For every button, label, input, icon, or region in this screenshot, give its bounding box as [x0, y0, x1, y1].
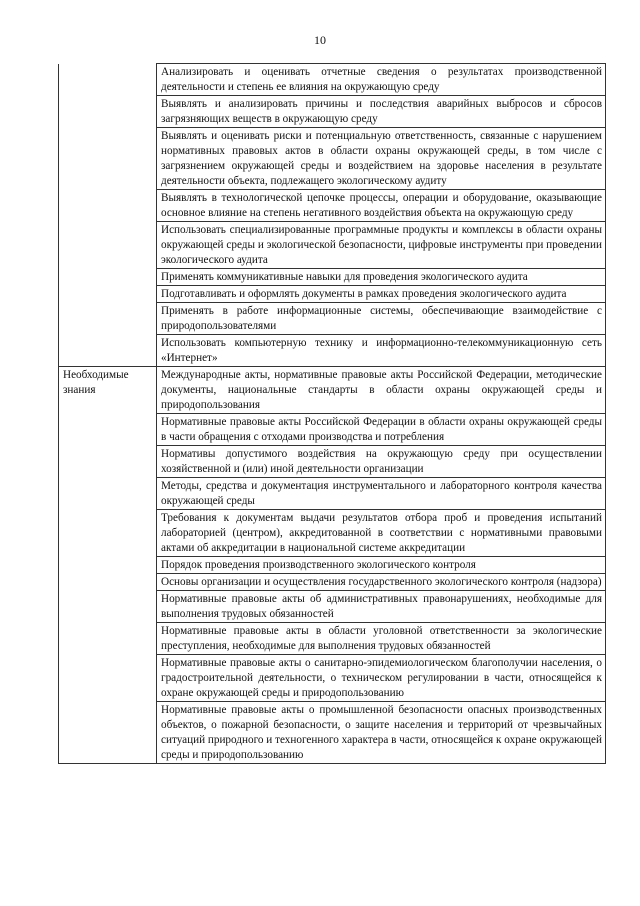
requirement-text: Выявлять и анализировать причины и последствия аварийных выбросов и сбросов загрязняющих веществ в окружающую среду [161, 98, 602, 125]
row-text-cell [157, 510, 606, 557]
table-row [59, 286, 606, 303]
table-body [59, 64, 606, 764]
requirement-text: Нормативные правовые акты о санитарно-эпидемиологическом благополучии населения, о градостроительной деятельности, о техническом регулировании в части, относящейся к охране окружающей среды и природопользованию [161, 657, 602, 699]
row-text-cell [157, 303, 606, 335]
row-text-cell [157, 190, 606, 222]
row-label-cell [59, 414, 157, 446]
table-row [59, 591, 606, 623]
requirement-text: Нормативные правовые акты в области уголовной ответственности за экологические преступления, необходимые для выполнения трудовых обязанностей [161, 625, 602, 652]
row-label-cell [59, 286, 157, 303]
requirement-text: Нормативные правовые акты Российской Федерации в области охраны окружающей среды в части обращения с отходами производства и потребления [161, 416, 602, 443]
requirement-text: Выявлять и оценивать риски и потенциальную ответственность, связанные с нарушением нормативных правовых актов в области охраны окружающей среды, в том числе с загрязнением окружающей среды и воздействием на здоровье населения в результате деятельности объекта, подлежащего экологическому аудиту [161, 130, 602, 187]
row-label-cell [59, 222, 157, 269]
requirement-text: Требования к документам выдачи результатов отбора проб и проведения испытаний лабораторией (центром), аккредитованной в соответствии с нормативными правовыми актами об аккредитации в национальной системе аккредитации [161, 512, 602, 554]
row-text-cell [157, 367, 606, 414]
table-row [59, 367, 606, 414]
row-label-cell [59, 128, 157, 190]
row-label-cell [59, 623, 157, 655]
row-text-cell [157, 335, 606, 367]
table-row [59, 702, 606, 764]
requirements-table [58, 63, 606, 764]
row-text-cell [157, 655, 606, 702]
table-row [59, 269, 606, 286]
row-label-cell [59, 96, 157, 128]
table-row [59, 96, 606, 128]
requirement-text: Международные акты, нормативные правовые акты Российской Федерации, методические документы, национальные стандарты в области охраны окружающей среды и природопользования [161, 369, 602, 411]
table-row [59, 128, 606, 190]
row-text-cell [157, 96, 606, 128]
row-label-cell [59, 655, 157, 702]
row-text-cell [157, 446, 606, 478]
requirement-text: Анализировать и оценивать отчетные сведения о результатах производственной деятельности и степень ее влияния на окружающую среду [161, 66, 602, 93]
table-row [59, 655, 606, 702]
row-text-cell [157, 128, 606, 190]
table-row [59, 303, 606, 335]
row-text-cell [157, 222, 606, 269]
row-label-cell [59, 367, 157, 414]
table-row [59, 574, 606, 591]
table-row [59, 446, 606, 478]
table-row [59, 190, 606, 222]
row-text-cell [157, 574, 606, 591]
table-row [59, 414, 606, 446]
requirement-text: Нормативные правовые акты об административных правонарушениях, необходимые для выполнения трудовых обязанностей [161, 593, 602, 620]
table-row [59, 335, 606, 367]
page-number: 10 [314, 33, 326, 47]
row-label-cell [59, 591, 157, 623]
table-row [59, 478, 606, 510]
row-text-cell [157, 623, 606, 655]
row-label-cell [59, 510, 157, 557]
requirement-text: Использовать специализированные программные продукты и комплексы в области охраны окружающей среды и экологической безопасности, цифровые инструменты при проведении экологического аудита [161, 224, 602, 266]
requirement-text: Нормативные правовые акты о промышленной безопасности опасных производственных объектов, о пожарной безопасности, о защите населения и территорий от чрезвычайных ситуаций природного и техногенного характера в части, относящейся к охране окружающей среды и природопользованию [161, 704, 602, 761]
row-label-cell [59, 335, 157, 367]
row-text-cell [157, 414, 606, 446]
row-label-cell [59, 64, 157, 96]
table-row [59, 64, 606, 96]
row-text-cell [157, 478, 606, 510]
row-text-cell [157, 64, 606, 96]
table-row [59, 510, 606, 557]
table-row [59, 557, 606, 574]
row-text-cell [157, 591, 606, 623]
requirement-text: Подготавливать и оформлять документы в рамках проведения экологического аудита [161, 288, 567, 300]
row-label-cell [59, 557, 157, 574]
requirement-text: Методы, средства и документация инструментального и лабораторного контроля качества окружающей среды [161, 480, 602, 507]
requirement-text: Порядок проведения производственного экологического контроля [161, 559, 476, 571]
row-label-cell [59, 478, 157, 510]
row-label-cell [59, 574, 157, 591]
requirement-text: Основы организации и осуществления государственного экологического контроля (надзора) [161, 576, 602, 588]
row-label-cell [59, 702, 157, 764]
row-label-cell [59, 269, 157, 286]
requirement-text: Применять в работе информационные системы, обеспечивающие взаимодействие с природопользователями [161, 305, 602, 332]
requirement-text: Выявлять в технологической цепочке процессы, операции и оборудование, оказывающие основное влияние на степень негативного воздействия объекта на окружающую среду [161, 192, 602, 219]
requirement-text: Применять коммуникативные навыки для проведения экологического аудита [161, 271, 528, 283]
table-row [59, 623, 606, 655]
section-label: Необходимые знания [63, 369, 129, 396]
row-label-cell [59, 303, 157, 335]
row-text-cell [157, 286, 606, 303]
row-label-cell [59, 446, 157, 478]
row-text-cell [157, 557, 606, 574]
row-label-cell [59, 190, 157, 222]
table-row [59, 222, 606, 269]
requirement-text: Использовать компьютерную технику и информационно-телекоммуникационную сеть «Интернет» [161, 337, 602, 364]
requirement-text: Нормативы допустимого воздействия на окружающую среду при осуществлении хозяйственной и (или) иной деятельности организации [161, 448, 602, 475]
row-text-cell [157, 702, 606, 764]
row-text-cell [157, 269, 606, 286]
